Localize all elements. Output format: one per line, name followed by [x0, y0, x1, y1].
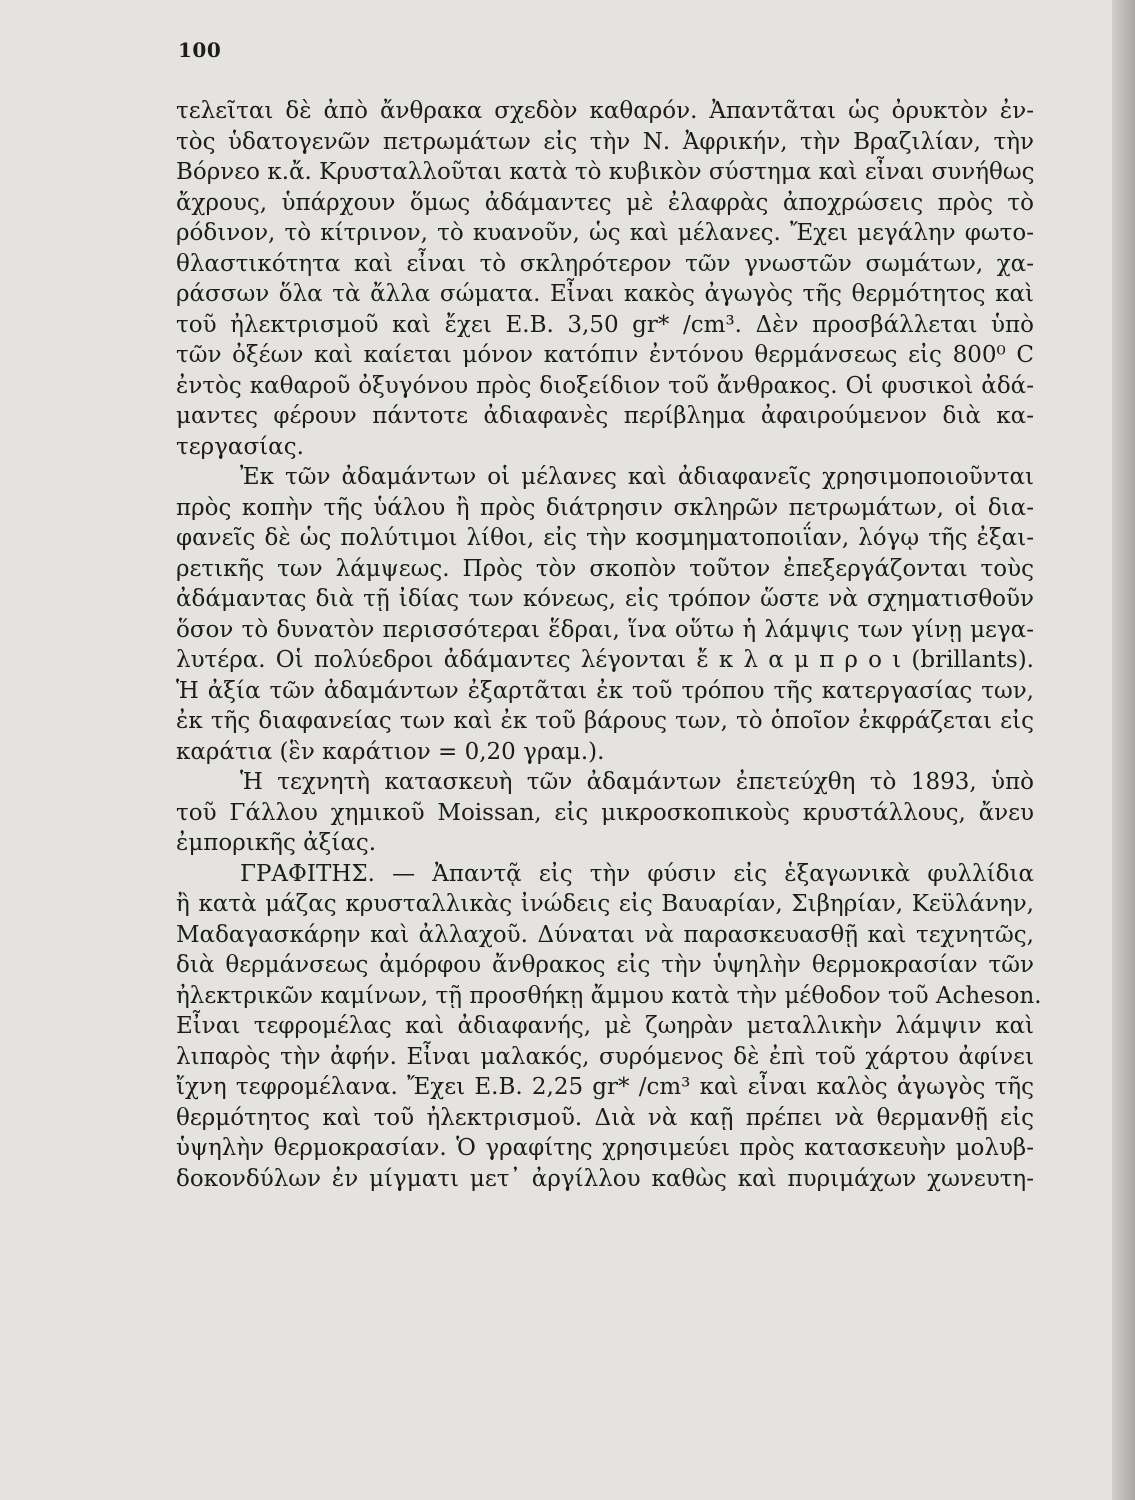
text-line: ΓΡΑΦΙΤΗΣ. — Ἀπαντᾷ εἰς τὴν φύσιν εἰς ἑξαγωνικὰ φυλλίδια: [240, 860, 1034, 887]
text-line: Ἡ τεχνητὴ κατασκευὴ τῶν ἀδαμάντων ἐπετεύχθη τὸ 1893, ὑπὸ: [240, 769, 1034, 795]
text-line: Εἶναι τεφρομέλας καὶ ἀδιαφανής, μὲ ζωηρὰν μεταλλικὴν λάμψιν καὶ: [176, 1013, 1034, 1039]
paragraph-diamond-properties: [176, 96, 1034, 462]
page-edge-shadow: [1112, 0, 1135, 1500]
text-line: διὰ θερμάνσεως ἀμόρφου ἄνθρακος εἰς τὴν ὑψηλὴν θερμοκρασίαν τῶν: [176, 952, 1034, 978]
text-line: ὅσον τὸ δυνατὸν περισσότεραι ἕδραι, ἵνα οὕτω ἡ λάμψις των γίνῃ μεγα-: [176, 616, 1034, 643]
text-line: θλαστικότητα καὶ εἶναι τὸ σκληρότερον τῶν γνωστῶν σωμάτων, χα-: [176, 250, 1034, 277]
text-line: ἴχνη τεφρομέλανα. Ἔχει Ε.Β. 2,25 gr* /cm³ καὶ εἶναι καλὸς ἀγωγὸς τῆς: [176, 1074, 1034, 1100]
text-line: λυτέρα. Οἱ πολύεδροι ἀδάμαντες λέγονται ἔ κ λ α μ π ρ ο ι (brillants).: [176, 647, 1034, 673]
paragraph-diamond-uses: [176, 462, 1034, 767]
text-line: Ἐκ τῶν ἀδαμάντων οἱ μέλανες καὶ ἀδιαφανεῖς χρησιμοποιοῦνται: [240, 464, 1034, 490]
text-line: πρὸς κοπὴν τῆς ὑάλου ἢ πρὸς διάτρησιν σκληρῶν πετρωμάτων, οἱ δια-: [176, 494, 1034, 521]
text-line: Ἡ ἀξία τῶν ἀδαμάντων ἐξαρτᾶται ἐκ τοῦ τρόπου τῆς κατεργασίας των,: [176, 677, 1034, 704]
text-line: ἠλεκτρικῶν καμίνων, τῇ προσθήκῃ ἄμμου κατὰ τὴν μέθοδον τοῦ Acheson.: [176, 982, 1042, 1009]
text-line: ρόδινον, τὸ κίτρινον, τὸ κυανοῦν, ὡς καὶ μέλανες. Ἔχει μεγάλην φωτο-: [176, 220, 1034, 246]
text-line: δοκονδύλων ἐν μίγματι μετ᾿ ἀργίλλου καθὼς καὶ πυριμάχων χωνευτη-: [176, 1165, 1034, 1192]
text-line: τοῦ Γάλλου χημικοῦ Moissan, εἰς μικροσκοπικοὺς κρυστάλλους, ἄνευ: [176, 799, 1034, 826]
text-line: ρετικῆς των λάμψεως. Πρὸς τὸν σκοπὸν τοῦτον ἐπεξεργάζονται τοὺς: [176, 555, 1034, 582]
text-line: ἢ κατὰ μάζας κρυσταλλικὰς ἰνώδεις εἰς Βαυαρίαν, Σιβηρίαν, Κεϋλάνην,: [176, 891, 1034, 917]
text-line: λιπαρὸς τὴν ἀφήν. Εἶναι μαλακός, συρόμενος δὲ ἐπὶ τοῦ χάρτου ἀφίνει: [176, 1043, 1034, 1070]
text-line: ἀδάμαντας διὰ τῇ ἰδίας των κόνεως, εἰς τρόπον ὥστε νὰ σχηματισθοῦν: [176, 586, 1034, 612]
text-line: φανεῖς δὲ ὡς πολύτιμοι λίθοι, εἰς τὴν κοσμηματοποιΐαν, λόγῳ τῆς ἐξαι-: [176, 525, 1034, 551]
text-line: τὸς ὑδατογενῶν πετρωμάτων εἰς τὴν Ν. Ἀφρικήν, τὴν Βραζιλίαν, τὴν: [176, 128, 1034, 155]
text-line: ἐμπορικῆς ἀξίας.: [176, 830, 377, 856]
text-line: ἐντὸς καθαροῦ ὀξυγόνου πρὸς διοξείδιον τοῦ ἄνθρακος. Οἱ φυσικοὶ ἀδά-: [176, 372, 1034, 399]
text-line: Βόρνεο κ.ἄ. Κρυσταλλοῦται κατὰ τὸ κυβικὸν σύστημα καὶ εἶναι συνήθως: [176, 159, 1035, 185]
text-line: ἐκ τῆς διαφανείας των καὶ ἐκ τοῦ βάρους των, τὸ ὁποῖον ἐκφράζεται εἰς: [176, 708, 1034, 734]
text-line: μαντες φέρουν πάντοτε ἀδιαφανὲς περίβλημα ἀφαιρούμενον διὰ κα-: [176, 403, 1034, 429]
text-line: καράτια (ἓν καράτιον = 0,20 γραμ.).: [176, 738, 605, 765]
text-line: τῶν ὀξέων καὶ καίεται μόνον κατόπιν ἐντόνου θερμάνσεως εἰς 800⁰ C: [176, 342, 1034, 368]
text-line: ράσσων ὅλα τὰ ἄλλα σώματα. Εἶναι κακὸς ἀγωγὸς τῆς θερμότητος καὶ: [176, 281, 1034, 307]
body-text: [176, 96, 1042, 1194]
paragraph-artificial-diamonds: [176, 767, 1034, 859]
text-line: ἄχρους, ὑπάρχουν ὅμως ἀδάμαντες μὲ ἐλαφρὰς ἀποχρώσεις πρὸς τὸ: [176, 189, 1034, 216]
text-line: τελεῖται δὲ ἀπὸ ἄνθρακα σχεδὸν καθαρόν. Ἀπαντᾶται ὡς ὀρυκτὸν ἐν-: [176, 98, 1034, 124]
text-line: ὑψηλὴν θερμοκρασίαν. Ὁ γραφίτης χρησιμεύει πρὸς κατασκευὴν μολυβ-: [176, 1135, 1034, 1161]
text-line: τεργασίας.: [176, 433, 304, 460]
text-line: τοῦ ἠλεκτρισμοῦ καὶ ἔχει Ε.Β. 3,50 gr* /cm³. Δὲν προσβάλλεται ὑπὸ: [176, 311, 1034, 338]
text-line: Μαδαγασκάρην καὶ ἀλλαχοῦ. Δύναται νὰ παρασκευασθῇ καὶ τεχνητῶς,: [176, 921, 1034, 948]
text-line: θερμότητος καὶ τοῦ ἠλεκτρισμοῦ. Διὰ νὰ καῇ πρέπει νὰ θερμανθῇ εἰς: [176, 1104, 1034, 1131]
page-number: 100: [178, 38, 222, 62]
paragraph-graphite: [176, 859, 1042, 1195]
